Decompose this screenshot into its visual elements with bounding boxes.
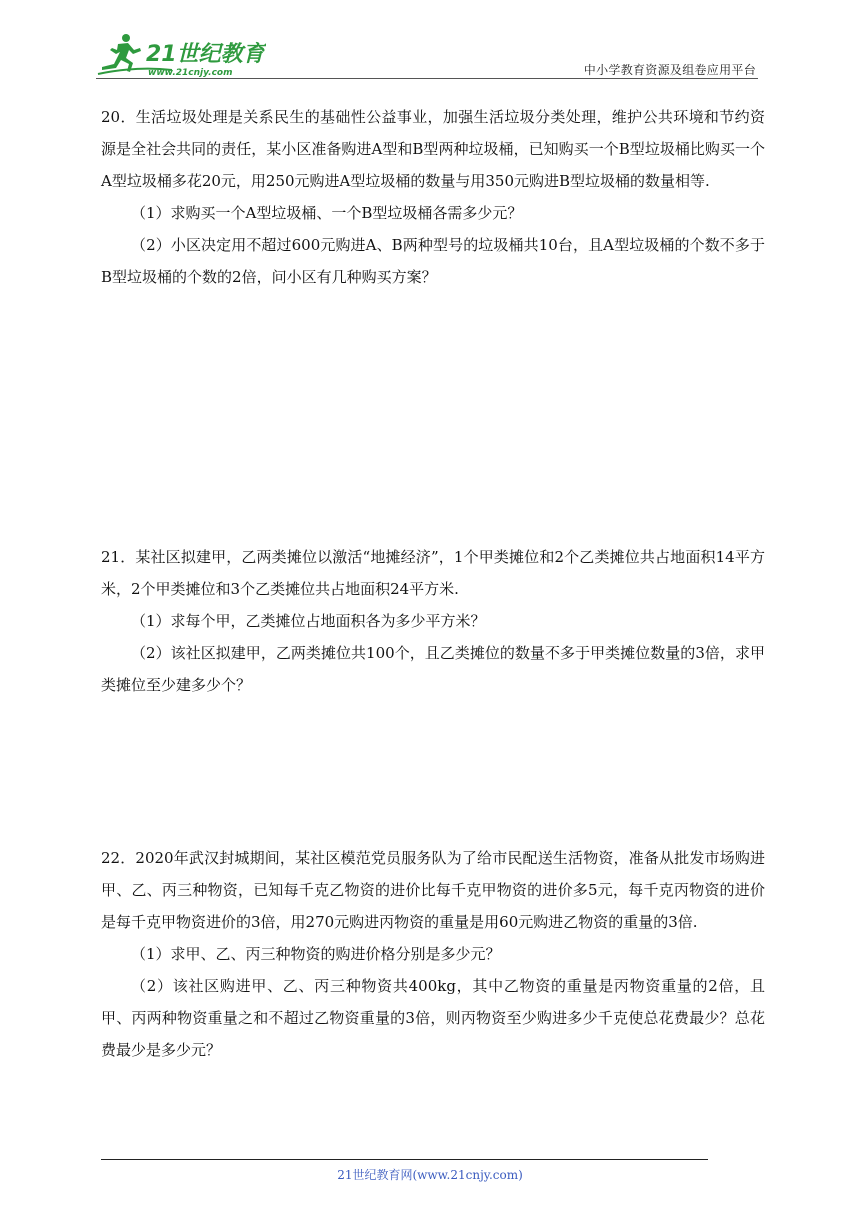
runner-icon: [102, 34, 141, 72]
footer-divider: [101, 1159, 708, 1160]
logo-21cnjy: [96, 30, 266, 80]
logo-wordmark: 21世纪教育: [146, 42, 265, 67]
question-part-1: （1）求购买一个A型垃圾桶、一个B型垃圾桶各需多少元？: [131, 204, 523, 222]
question-part-1: （1）求甲、乙、丙三种物资的购进价格分别是多少元？: [131, 945, 501, 963]
question-part-2: （2）该社区拟建甲，乙两类摊位共100个，且乙类摊位的数量不多于甲类摊位数量的3倍，求甲类摊位至少建多少个？: [101, 644, 765, 694]
question-stem: 20．生活垃圾处理是关系民生的基础性公益事业，加强生活垃圾分类处理，维护公共环境和节约资源是全社会共同的责任，某小区准备购进A型和B型两种垃圾桶，已知购买一个B型垃圾桶比购买一个A型垃圾桶多花20元，用250元购进A型垃圾桶的数量与用350元购进B型垃圾桶的数量相等.: [101, 108, 765, 190]
question-part-2: （2）小区决定用不超过600元购进A、B两种型号的垃圾桶共10台，且A型垃圾桶的个数不多于B型垃圾桶的个数的2倍，问小区有几种购买方案？: [101, 236, 765, 286]
question-part-2: （2）该社区购进甲、乙、丙三种物资共400kg，其中乙物资的重量是丙物资重量的2倍，且甲、丙两种物资重量之和不超过乙物资重量的3倍，则丙物资至少购进多少千克使总花费最少？总花费最少是多少元？: [101, 977, 765, 1059]
page-header: [0, 0, 860, 84]
question-21: [101, 541, 765, 701]
platform-title: 中小学教育资源及组卷应用平台: [583, 63, 756, 77]
question-stem: 22．2020年武汉封城期间，某社区模范党员服务队为了给市民配送生活物资，准备从批发市场购进甲、乙、丙三种物资，已知每千克乙物资的进价比每千克甲物资的进价多5元，每千克丙物资的进价是每千克甲物资进价的3倍，用270元购进丙物资的重量是用60元购进乙物资的重量的3倍.: [101, 849, 765, 931]
question-20: [101, 101, 765, 293]
logo-url: www.21cnjy.com: [148, 68, 233, 78]
header-divider: [96, 78, 758, 79]
footer-link[interactable]: 21世纪教育网(www.21cnjy.com): [337, 1168, 523, 1182]
question-part-1: （1）求每个甲，乙类摊位占地面积各为多少平方米？: [131, 612, 486, 630]
question-stem: 21．某社区拟建甲，乙两类摊位以激活“地摊经济”，1个甲类摊位和2个乙类摊位共占地面积14平方米，2个甲类摊位和3个乙类摊位共占地面积24平方米.: [101, 548, 765, 598]
question-22: [101, 842, 765, 1066]
